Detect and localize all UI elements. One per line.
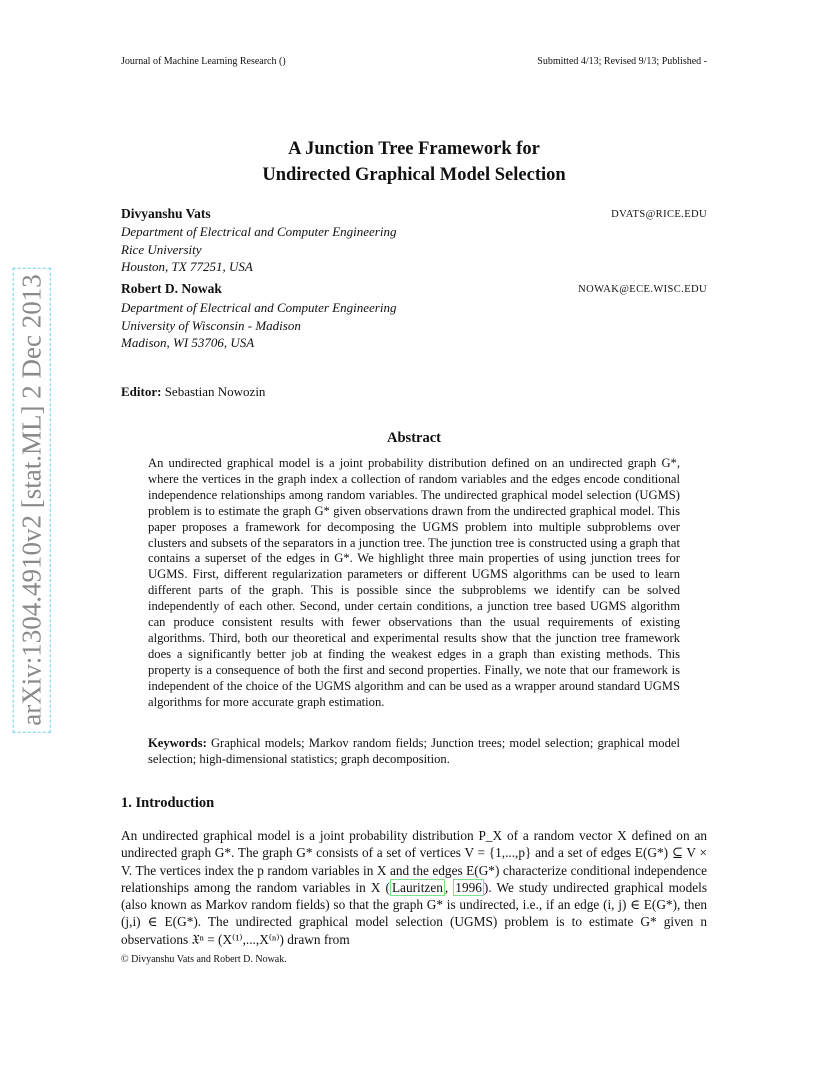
keywords-text: Graphical models; Markov random fields; Junction trees; model selection; graphical model selection; high-dimensional statistics; graph decomposition. [148, 736, 680, 766]
author-name-1: Divyanshu Vats [121, 206, 211, 221]
abstract-body: An undirected graphical model is a joint probability distribution defined on an undirected graph G*, where the vertices in the graph index a collection of random variables and the edges encode conditional independence relationships among random variables. The undirected graphical model selection (UGMS) problem is to estimate the graph G* given observations drawn from the undirected graphical model. This paper proposes a framework for decomposing the UGMS problem into multiple subproblems over clusters and subsets of the separators in a junction tree. The junction tree is constructed using a graph that contains a superset of the edges in G*. We highlight three main properties of using junction trees for UGMS. First, different regularization parameters or different UGMS algorithms can be used to learn different parts of the graph. This is possible since the subproblems we identify can be solved independently of each other. Second, under certain conditions, a junction tree based UGMS algorithm can produce consistent results with fewer observations than the usual requirements of existing algorithms. Third, both our theoretical and experimental results show that the junction tree framework does a significantly better job at finding the weakest edges in a graph than existing methods. This property is a consequence of both the first and second properties. Finally, we note that our framework is independent of the choice of the UGMS algorithm and can be used as a wrapper around standard UGMS algorithms for more accurate graph estimation. [148, 456, 680, 709]
title-line-1: A Junction Tree Framework for [288, 139, 540, 159]
affiliation-line: Madison, WI 53706, USA [121, 335, 255, 350]
author-name-2: Robert D. Nowak [121, 281, 222, 296]
author-affiliation-2 [121, 299, 396, 352]
paper-title [0, 136, 828, 188]
journal-header: Journal of Machine Learning Research () [121, 56, 286, 67]
abstract-heading: Abstract [387, 430, 441, 446]
citation-separator: , [444, 879, 454, 895]
copyright-footer: © Divyanshu Vats and Robert D. Nowak. [121, 954, 287, 965]
intro-text-2: ). We study undirected graphical models (also known as Markov random fields) so that the graph G* is undirected, i.e., if an edge (i, j) ∈ E(G*), then (j,i) ∈ E(G*). The undirected graphical model selection (UGMS) problem is to estimate G* given n observations 𝔛ⁿ = (X⁽¹⁾,...,X⁽ⁿ⁾) drawn from [121, 879, 707, 947]
section-heading-introduction: 1. Introduction [121, 795, 215, 811]
affiliation-line: Houston, TX 77251, USA [121, 259, 253, 274]
editor-line [121, 384, 265, 400]
affiliation-line: Rice University [121, 241, 202, 257]
title-line-2: Undirected Graphical Model Selection [262, 165, 566, 185]
keywords [148, 736, 680, 768]
submission-info: Submitted 4/13; Revised 9/13; Published - [537, 56, 707, 67]
author-email-2: NOWAK@ECE.WISC.EDU [578, 284, 707, 295]
affiliation-line: Department of Electrical and Computer Engineering [121, 224, 397, 239]
arxiv-side-stamp[interactable] [14, 262, 50, 738]
citation-year-link[interactable]: 1996 [455, 879, 482, 895]
arxiv-stamp-text[interactable]: arXiv:1304.4910v2 [stat.ML] 2 Dec 2013 [13, 267, 51, 732]
introduction-paragraph [121, 827, 707, 948]
affiliation-line: Department of Electrical and Computer Engineering [121, 300, 397, 315]
editor-label: Editor: [121, 384, 162, 399]
citation-author-link[interactable]: Lauritzen [391, 879, 443, 895]
author-email-1: DVATS@RICE.EDU [611, 209, 707, 220]
keywords-label: Keywords: [148, 736, 207, 750]
affiliation-line: University of Wisconsin - Madison [121, 317, 301, 333]
author-affiliation-1 [121, 223, 396, 276]
intro-text-1: An undirected graphical model is a joint probability distribution P_X of a random vector X defined on an undirected graph G*. The graph G* consists of a set of vertices V = {1,...,p} and a set of edges E(G*) ⊆ V × V. The vertices index the p random variables in X and the edges E(G*) characterize conditional independence relationships among the random variables in X ( [121, 828, 707, 895]
editor-name: Sebastian Nowozin [164, 384, 266, 399]
